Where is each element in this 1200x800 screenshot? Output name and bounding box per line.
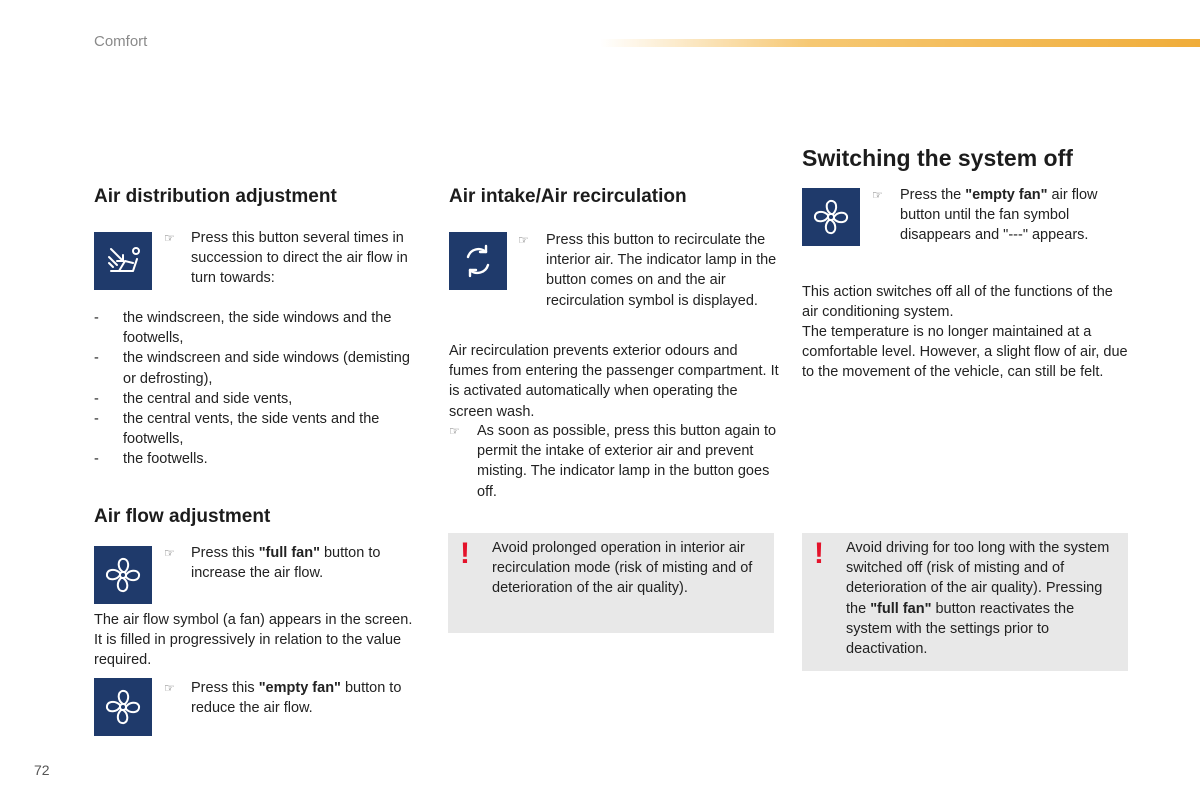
step-text: Press this <box>191 545 259 561</box>
warning-icon: ! <box>814 537 824 570</box>
list-item: - the footwells. <box>94 449 419 469</box>
hand-pointer-icon: ☞ <box>164 681 175 695</box>
section-title: Comfort <box>94 33 148 50</box>
full-fan-label: "full fan" <box>870 600 932 617</box>
empty-fan-icon <box>103 687 143 727</box>
step-text: Press this <box>191 680 259 696</box>
recirculation-step: Press this button to recirculate the interior air. The indicator lamp in the button comes on and the air recirculation symbol is displayed. <box>546 232 777 309</box>
air-intake-heading: Air intake/Air recirculation <box>449 186 687 207</box>
hand-pointer-icon: ☞ <box>164 546 175 560</box>
full-fan-step <box>191 543 426 583</box>
switch-off-paragraph: This action switches off all of the functions of the air conditioning system. <box>802 284 1113 321</box>
step-text: button to reduce the air flow. <box>191 680 402 717</box>
switch-off-step <box>900 185 1130 246</box>
list-item: - the windscreen and side windows (demisting or defrosting), <box>94 348 419 388</box>
air-flow-heading: Air flow adjustment <box>94 506 271 527</box>
warning-icon: ! <box>460 537 470 570</box>
air-distribution-step: Press this button several times in succession to direct the air flow in turn towards: <box>191 230 408 287</box>
step-text: Press the <box>900 187 966 203</box>
switching-off-heading: Switching the system off <box>802 145 1073 171</box>
air-distribution-heading: Air distribution adjustment <box>94 186 337 207</box>
empty-fan-step <box>191 678 426 718</box>
empty-fan-label: "empty fan" <box>258 680 341 696</box>
page-number: 72 <box>34 762 50 778</box>
recirculation-icon <box>458 241 498 281</box>
air-distribution-button <box>94 232 152 290</box>
warning-text <box>846 538 1122 659</box>
list-item: - the windscreen, the side windows and the footwells, <box>94 308 419 348</box>
hand-pointer-icon: ☞ <box>164 231 175 245</box>
header-accent-bar <box>600 39 1200 47</box>
empty-fan-icon <box>811 197 851 237</box>
recirculation-button <box>449 232 507 290</box>
fan-symbol-paragraph: The air flow symbol (a fan) appears in the screen. It is filled in progressively in relation to the value required. <box>94 612 413 669</box>
hand-pointer-icon: ☞ <box>872 188 883 202</box>
full-fan-icon <box>103 555 143 595</box>
air-distribution-icon <box>103 241 143 281</box>
full-fan-label: "full fan" <box>258 545 320 561</box>
warning-note <box>802 533 1128 671</box>
warning-text: Avoid prolonged operation in interior air recirculation mode (risk of misting and of deterioration of the air quality). <box>492 540 753 597</box>
hand-pointer-icon: ☞ <box>518 233 529 247</box>
step-text: air flow button until the fan symbol disappears and "---" appears. <box>900 187 1098 244</box>
recirculation-off-step: As soon as possible, press this button again to permit the intake of exterior air and prevent misting. The indicator lamp in the button goes off. <box>477 423 777 500</box>
temperature-paragraph: The temperature is no longer maintained at a comfortable level. However, a slight flow of air, due to the movement of the vehicle, can still be felt. <box>802 324 1128 381</box>
empty-fan-button <box>94 678 152 736</box>
warning-text-part: Avoid driving for too long with the system switched off (risk of misting and of deterioration of the air quality). Pressing the <box>846 540 1110 617</box>
warning-text-part: button reactivates the system with the settings prior to deactivation. <box>846 600 1075 658</box>
hand-pointer-icon: ☞ <box>449 424 460 438</box>
empty-fan-button <box>802 188 860 246</box>
air-distribution-list <box>94 308 419 470</box>
warning-note <box>448 533 774 633</box>
recirculation-paragraph: Air recirculation prevents exterior odours and fumes from entering the passenger compartment. It is activated automatically when operating the screen wash. <box>449 343 779 420</box>
full-fan-button <box>94 546 152 604</box>
step-text: button to increase the air flow. <box>191 545 381 582</box>
list-item: - the central and side vents, <box>94 389 419 409</box>
empty-fan-label: "empty fan" <box>965 187 1048 203</box>
list-item: - the central vents, the side vents and the footwells, <box>94 409 419 449</box>
